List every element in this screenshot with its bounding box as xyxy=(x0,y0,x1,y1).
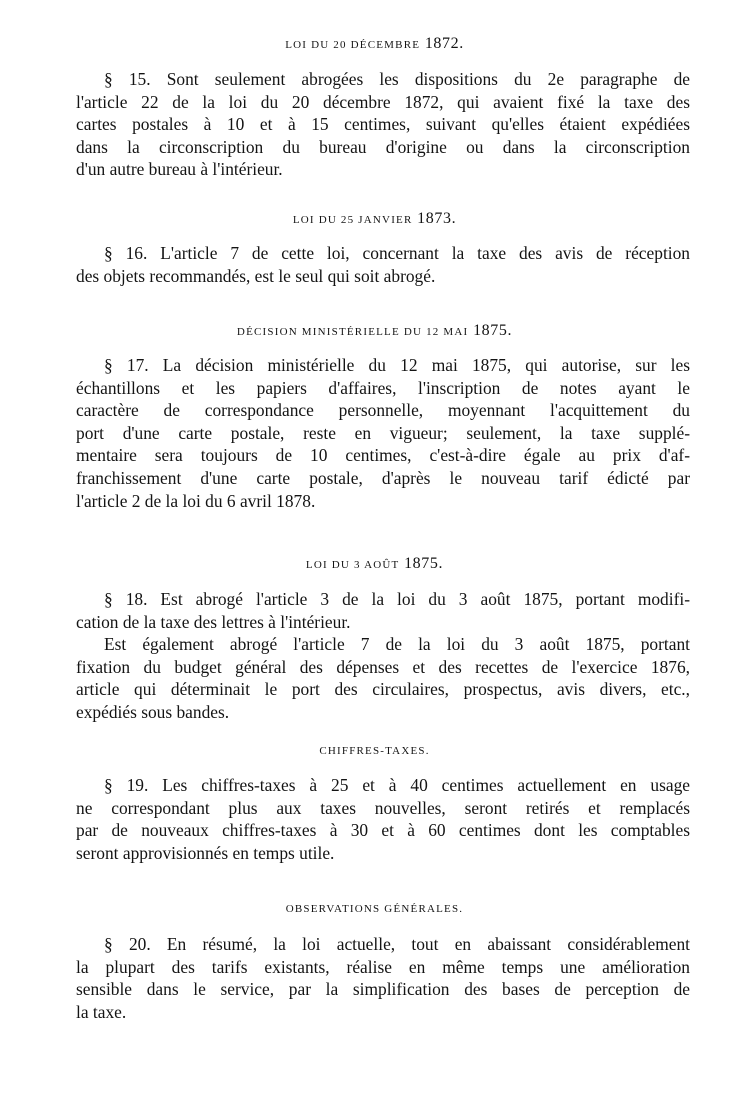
text-line: sensible dans le service, par la simplification des bases de perception de xyxy=(76,979,690,1000)
text-line: l'article 2 de la loi du 6 avril 1878. xyxy=(76,490,316,511)
text-line: Est également abrogé l'article 7 de la loi du 3 août 1875, portant xyxy=(104,634,690,655)
text-line: des objets recommandés, est le seul qui soit abrogé. xyxy=(76,265,436,286)
section-heading-chiffres-taxes xyxy=(0,742,749,759)
heading-year: 1872. xyxy=(424,35,464,52)
section-heading-observations-generales xyxy=(0,900,749,917)
text-line: § 18. Est abrogé l'article 3 de la loi du 3 août 1875, portant modifi- xyxy=(104,589,690,609)
paragraph-18 xyxy=(76,588,690,724)
text-line: la plupart des tarifs existants, réalise en même temps une amélioration xyxy=(76,956,690,977)
text-line: § 15. Sont seulement abrogées les dispositions du 2e paragraphe de xyxy=(104,69,690,89)
text-line: cartes postales à 10 et à 15 centimes, suivant qu'elles étaient expédiées xyxy=(76,114,690,135)
text-line: seront approvisionnés en temps utile. xyxy=(76,842,335,863)
text-line: § 17. La décision ministérielle du 12 mai 1875, qui autorise, sur les xyxy=(104,355,690,375)
text-line: l'article 22 de la loi du 20 décembre 1872, qui avaient fixé la taxe des xyxy=(76,91,690,112)
section-heading-decision-12-mai-1875 xyxy=(0,323,749,340)
text-line: par de nouveaux chiffres-taxes à 30 et à 60 centimes dont les comptables xyxy=(76,820,690,841)
text-line: § 20. En résumé, la loi actuelle, tout en abaissant considérablement xyxy=(104,934,690,954)
heading-year: 1875. xyxy=(404,555,444,572)
paragraph-19 xyxy=(76,774,690,864)
text-line: franchissement d'une carte postale, d'après le nouveau tarif édicté par xyxy=(76,467,690,488)
paragraph-16 xyxy=(76,242,690,287)
paragraph-17 xyxy=(76,354,690,512)
section-heading-loi-20-decembre-1872 xyxy=(0,36,749,53)
heading-text: DÉCISION MINISTÉRIELLE DU 12 MAI xyxy=(236,326,469,338)
paragraph-20 xyxy=(76,933,690,1023)
heading-text: CHIFFRES-TAXES. xyxy=(319,745,430,757)
text-line: échantillons et les papiers d'affaires, l'inscription de notes ayant le xyxy=(76,377,690,398)
heading-year: 1873. xyxy=(417,210,457,227)
heading-text: LOI DU 3 AOÛT xyxy=(305,559,400,571)
text-line: mentaire sera toujours de 10 centimes, c'est-à-dire égale au prix d'af- xyxy=(76,445,690,466)
text-line: cation de la taxe des lettres à l'intérieur. xyxy=(76,611,351,632)
section-heading-loi-3-aout-1875 xyxy=(0,556,749,573)
text-line: port d'une carte postale, reste en vigueur; seulement, la taxe supplé- xyxy=(76,422,690,443)
heading-year: 1875. xyxy=(473,322,513,339)
text-line: article qui déterminait le port des circulaires, prospectus, avis divers, etc., xyxy=(76,679,690,700)
heading-text: OBSERVATIONS GÉNÉRALES. xyxy=(285,903,464,915)
text-line: § 19. Les chiffres-taxes à 25 et à 40 centimes actuellement en usage xyxy=(104,775,690,795)
text-line: caractère de correspondance personnelle, moyennant l'acquittement du xyxy=(76,400,690,421)
heading-text: LOI DU 20 DÉCEMBRE xyxy=(285,39,421,51)
text-line: la taxe. xyxy=(76,1001,127,1022)
section-heading-loi-25-janvier-1873 xyxy=(0,211,749,228)
text-line: d'un autre bureau à l'intérieur. xyxy=(76,159,283,180)
text-line: expédiés sous bandes. xyxy=(76,701,230,722)
text-line: dans la circonscription du bureau d'origine ou dans la circonscription xyxy=(76,136,690,157)
text-line: fixation du budget général des dépenses et des recettes de l'exercice 1876, xyxy=(76,656,690,677)
text-line: § 16. L'article 7 de cette loi, concernant la taxe des avis de réception xyxy=(104,243,690,263)
heading-text: LOI DU 25 JANVIER xyxy=(292,214,413,226)
text-line: ne correspondant plus aux taxes nouvelles, seront retirés et remplacés xyxy=(76,797,690,818)
paragraph-15 xyxy=(76,68,690,181)
